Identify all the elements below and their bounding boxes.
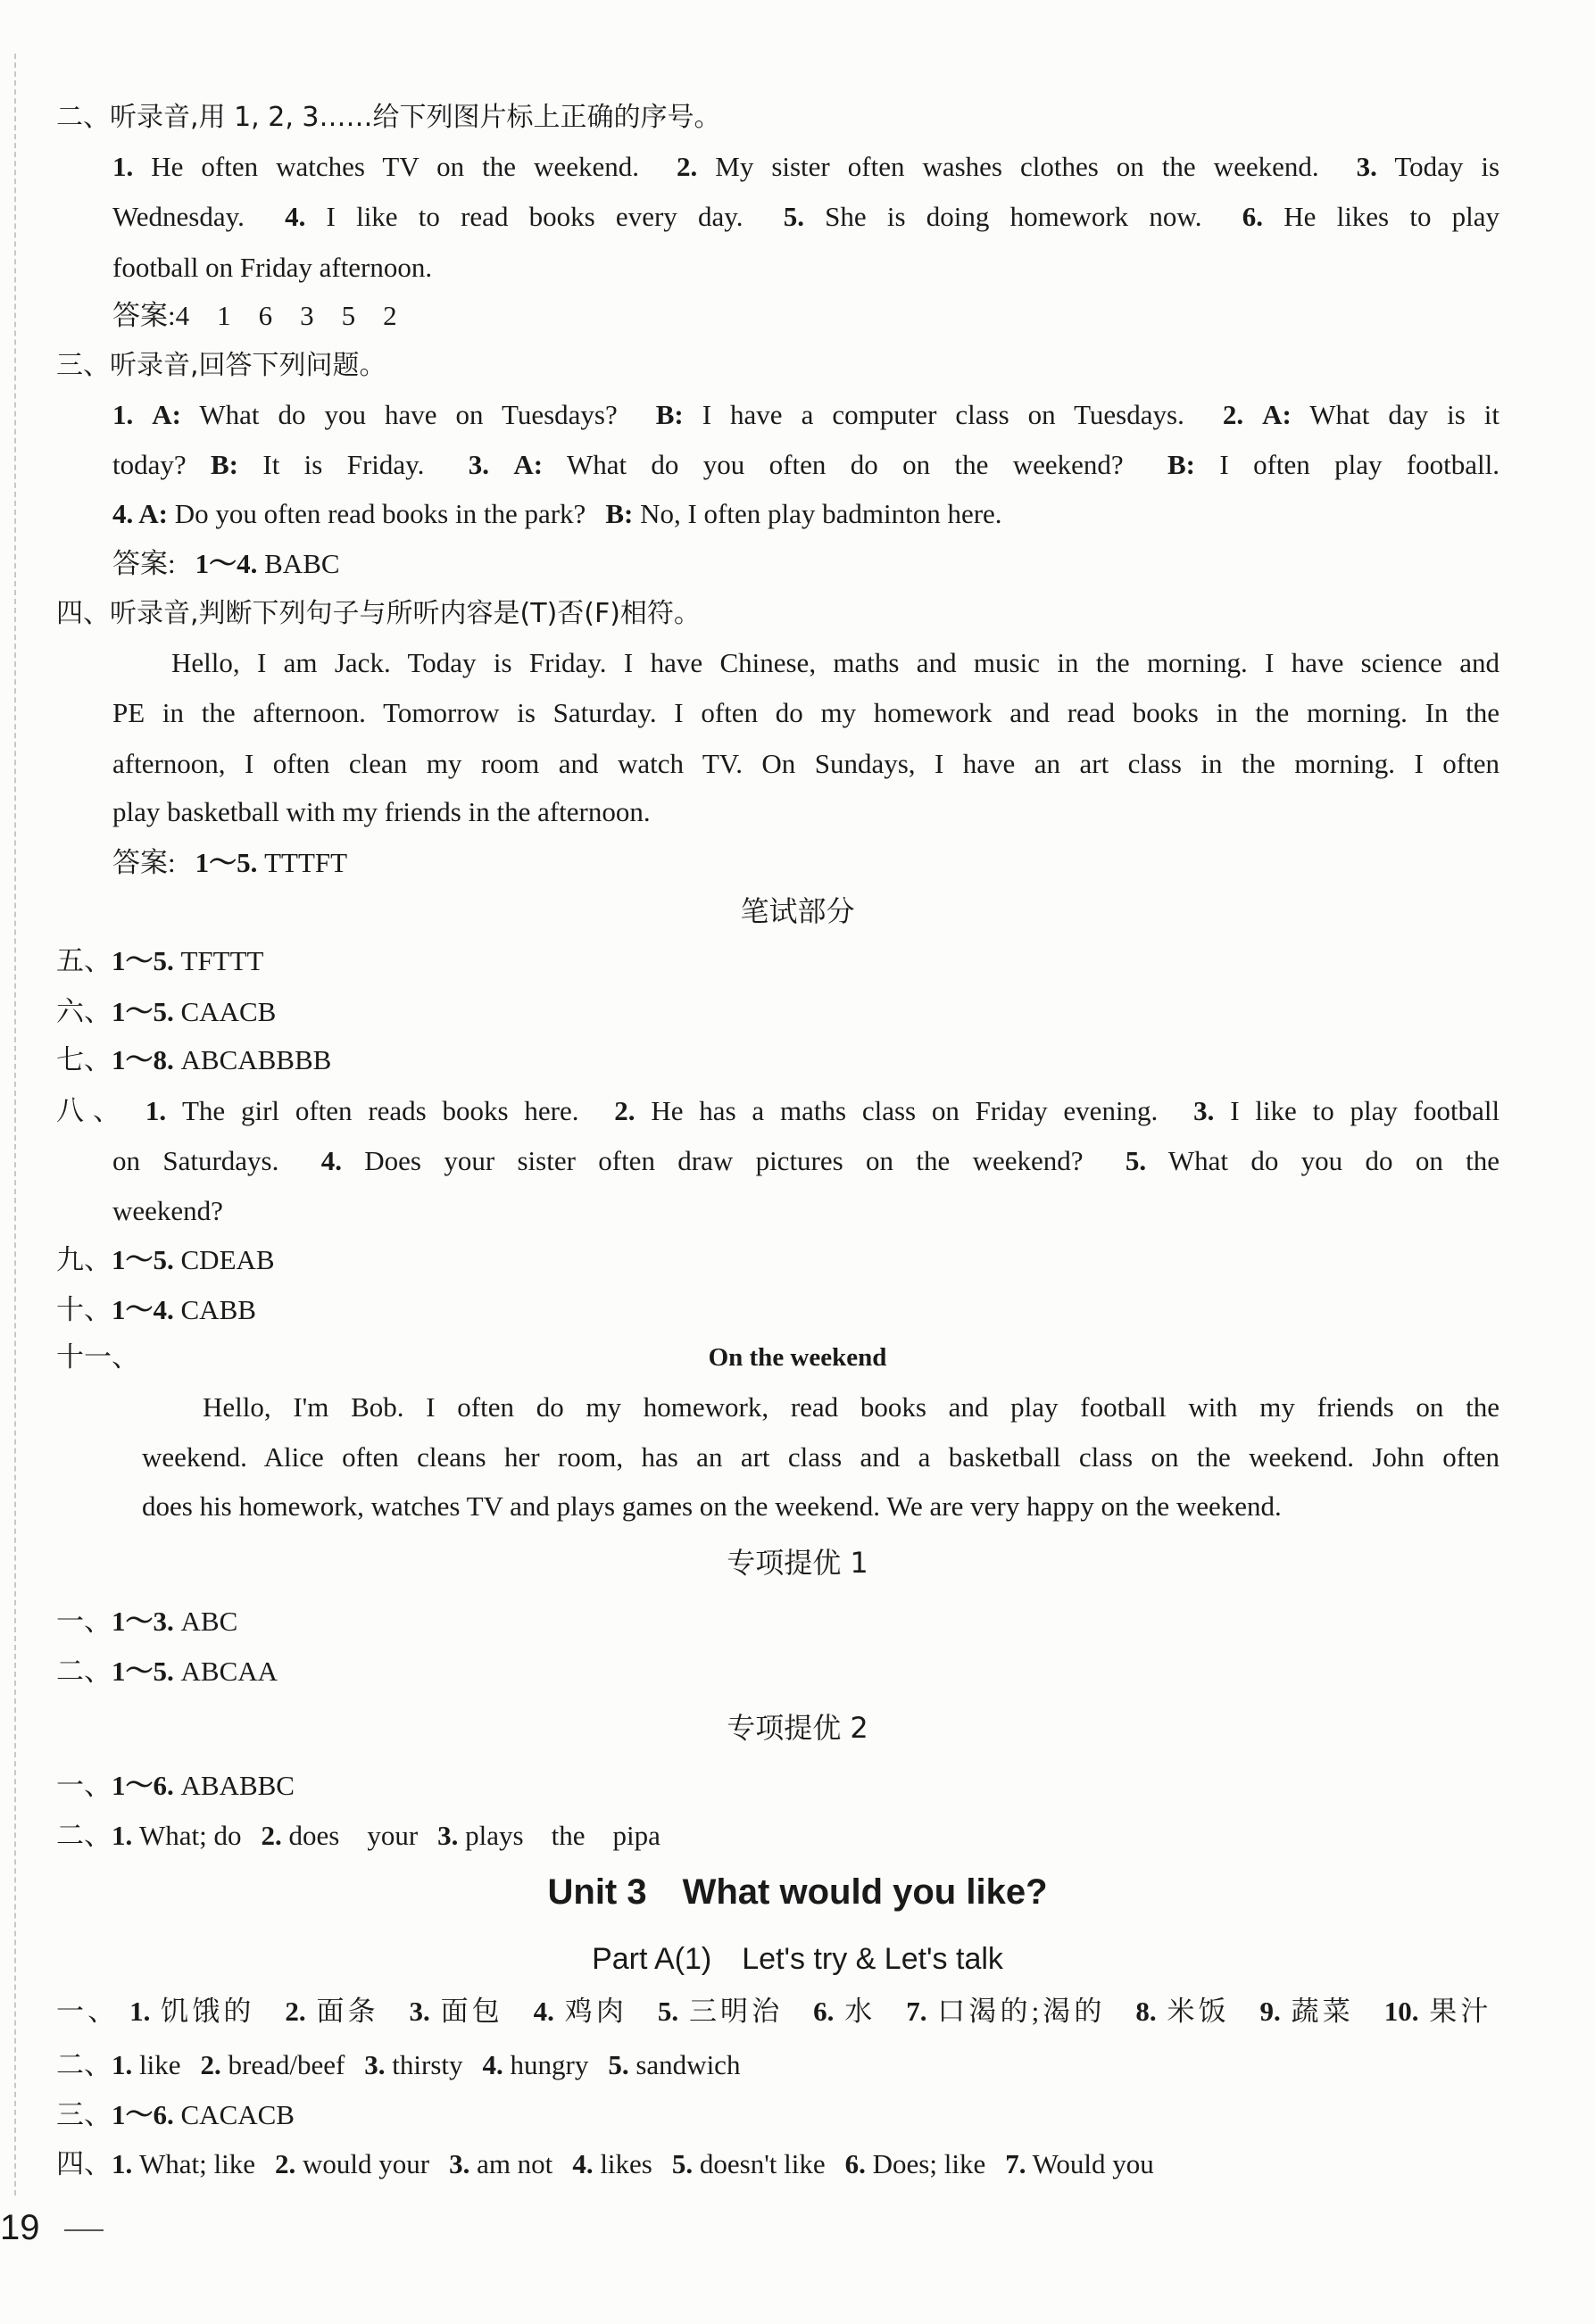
text-line <box>112 243 1499 293</box>
line-text: like <box>132 2049 181 2080</box>
line-text: 面条 <box>316 1996 379 2027</box>
line-text: 四、 <box>56 2148 112 2179</box>
item-number: A: <box>133 498 168 529</box>
line-text: PE in the afternoon. Tomorrow is Saturday. I often do my homework and read books in the morning. In the <box>112 697 1499 728</box>
line-text: 八、 <box>56 1095 130 1126</box>
item-number: 6. <box>844 2148 866 2179</box>
item-number: 1～5. <box>112 945 174 976</box>
item-number: B: <box>655 399 684 430</box>
line-text: 专项提优 2 <box>727 1711 868 1745</box>
part-line <box>0 1934 1595 1984</box>
line-text: 二、 <box>56 1820 112 1851</box>
item-number: 3. <box>437 1820 459 1851</box>
item-number: 5. <box>657 1996 679 2027</box>
line-text: ABCAA <box>173 1656 278 1687</box>
answer-line <box>56 1761 1499 1811</box>
item-number: 1. <box>112 1820 133 1851</box>
line-text: 口渴的;渴的 <box>937 1996 1106 2027</box>
text-line <box>112 390 1499 440</box>
text-line <box>56 1086 1499 1136</box>
item-number: 1～6. <box>112 1770 174 1801</box>
line-text: Do you often read books in the park? <box>168 498 586 529</box>
item-number: A: <box>152 399 181 430</box>
line-text: 一、 <box>56 1996 120 2027</box>
line-text: It is Friday. <box>262 449 425 480</box>
heading-line <box>56 341 1499 391</box>
line-text: 米饭 <box>1167 1996 1230 2027</box>
line-text: CACACB <box>173 2099 295 2130</box>
item-number: 2. <box>614 1095 636 1126</box>
text-line <box>203 1382 1499 1432</box>
line-text: am not <box>469 2148 553 2179</box>
item-number: 1. <box>145 1095 167 1126</box>
item-number: 1～5. <box>112 1656 174 1687</box>
line-text: football on Friday afternoon. <box>112 252 433 283</box>
answer-line <box>56 936 1499 986</box>
line-text: Does your sister often draw pictures on the weekend? <box>364 1145 1084 1176</box>
line-text: Wednesday. <box>112 201 245 232</box>
line-text: ABC <box>173 1606 238 1637</box>
text-line <box>112 787 1499 837</box>
answer-line <box>56 1647 1499 1697</box>
answer-line <box>56 987 1499 1037</box>
section-line <box>0 1538 1595 1588</box>
item-number: 2. <box>676 151 698 182</box>
item-number: 1～5. <box>112 1244 174 1275</box>
line-text: CABB <box>173 1294 256 1325</box>
item-number: 6. <box>1242 201 1263 232</box>
item-number: 3. <box>1356 151 1377 182</box>
text-line <box>142 1432 1499 1482</box>
item-number: 4. <box>285 201 306 232</box>
item-number: 1. <box>112 2049 133 2080</box>
line-text: What do you often do on the weekend? <box>566 449 1124 480</box>
item-number: 1～5. <box>195 847 258 878</box>
answer-line <box>56 1035 1499 1085</box>
line-text: Unit 3 What would you like? <box>547 1872 1048 1912</box>
text-line <box>112 192 1499 242</box>
line-text: I like to read books every day. <box>326 201 744 232</box>
item-number: 4. <box>482 2049 503 2080</box>
heading-line <box>56 93 1499 143</box>
item-number: 3. <box>449 2148 470 2179</box>
item-number: A: <box>513 449 544 480</box>
line-text: He has a maths class on Friday evening. <box>651 1095 1159 1126</box>
item-number: 1. <box>112 151 134 182</box>
line-text: plays the pipa <box>458 1820 660 1851</box>
line-text: afternoon, I often clean my room and watch TV. On Sundays, I have an art class in the morning. I often <box>112 748 1499 779</box>
answer-line <box>56 1597 1499 1647</box>
item-number: 3. <box>409 1996 430 2027</box>
item-number: 1～4. <box>195 548 258 579</box>
line-text: 五、 <box>56 945 112 976</box>
line-text: Hello, I'm Bob. I often do my homework, read books and play football with my friends on the <box>203 1391 1499 1423</box>
item-number: 5. <box>1125 1145 1147 1176</box>
line-text: on Saturdays. <box>112 1145 279 1176</box>
item-number: 2. <box>285 1996 306 2027</box>
item-number: 10. <box>1383 1996 1419 2027</box>
line-text: What do you have on Tuesdays? <box>199 399 618 430</box>
item-number: 9. <box>1259 1996 1281 2027</box>
line-text: would your <box>295 2148 430 2179</box>
item-number: 4. <box>572 2148 594 2179</box>
line-text: On the weekend <box>708 1343 887 1372</box>
line-text: 鸡肉 <box>564 1996 627 2027</box>
text-line <box>112 688 1499 738</box>
line-text: He likes to play <box>1283 201 1499 232</box>
line-text: What; like <box>132 2148 255 2179</box>
item-number: 1. <box>112 399 134 430</box>
answer-line <box>56 1811 1499 1861</box>
line-text: 一、 <box>56 1770 112 1801</box>
item-number: 4. <box>320 1145 342 1176</box>
line-text: 二、听录音,用 1, 2, 3……给下列图片标上正确的序号。 <box>56 102 721 133</box>
line-text: 四、听录音,判断下列句子与所听内容是(T)否(F)相符。 <box>56 598 701 629</box>
item-number: 1～8. <box>112 1044 174 1075</box>
line-text: Today is <box>1394 151 1499 182</box>
line-text: 面包 <box>440 1996 503 2027</box>
answer-line <box>112 838 1499 888</box>
line-text: She is doing homework now. <box>825 201 1202 232</box>
line-text: ABCABBBB <box>173 1044 332 1075</box>
line-text: hungry <box>503 2049 589 2080</box>
line-text: 二、 <box>56 2049 112 2080</box>
heading-line <box>56 589 1499 639</box>
item-number: 7. <box>906 1996 927 2027</box>
line-text: bread/beef <box>220 2049 345 2080</box>
line-text: 六、 <box>56 996 112 1027</box>
line-text: 三、听录音,回答下列问题。 <box>56 350 386 381</box>
line-text: does your <box>281 1820 419 1851</box>
answer-line <box>56 1235 1499 1285</box>
item-number: 1～5. <box>112 996 174 1027</box>
item-number: 4. <box>112 498 134 529</box>
line-text: sandwich <box>628 2049 741 2080</box>
line-text: 水 <box>844 1996 876 2027</box>
line-text: I like to play football <box>1230 1095 1499 1126</box>
line-text: CDEAB <box>173 1244 275 1275</box>
item-number: 1～3. <box>112 1606 174 1637</box>
answer-line <box>112 539 1499 589</box>
answer-line <box>56 2139 1499 2189</box>
item-number: 1. <box>129 1996 151 2027</box>
item-number: A: <box>1262 399 1292 430</box>
title-line <box>0 1332 1595 1382</box>
text-line <box>171 638 1499 688</box>
text-line <box>112 739 1499 789</box>
text-line <box>112 440 1499 490</box>
line-text: Part A(1) Let's try & Let's talk <box>592 1942 1003 1976</box>
item-number: 3. <box>468 449 490 480</box>
item-number: 2. <box>261 1820 282 1851</box>
line-text: ABABBC <box>173 1770 295 1801</box>
answer-line <box>56 1987 1488 2037</box>
line-text: 专项提优 1 <box>727 1546 868 1580</box>
text-line <box>112 489 1499 539</box>
text-line <box>112 1136 1499 1186</box>
line-text: I have a computer class on Tuesdays. <box>702 399 1184 430</box>
item-number: B: <box>211 449 238 480</box>
line-text: What do you do on the <box>1167 1145 1499 1176</box>
answer-line <box>112 291 1499 341</box>
item-number: 1. <box>112 2148 133 2179</box>
answer-line <box>56 2040 1499 2090</box>
line-text: 七、 <box>56 1044 112 1075</box>
item-number: 7. <box>1005 2148 1026 2179</box>
line-text: does his homework, watches TV and plays games on the weekend. We are very happy on the weekend. <box>142 1490 1282 1522</box>
item-number: B: <box>605 498 634 529</box>
line-text: 九、 <box>56 1244 112 1275</box>
text-line <box>112 1186 1499 1236</box>
item-number: 5. <box>783 201 804 232</box>
item-number: 8. <box>1135 1996 1157 2027</box>
line-text: TFTTT <box>173 945 264 976</box>
page-number-dash <box>64 2229 104 2231</box>
text-line <box>142 1482 1499 1531</box>
line-text: doesn't like <box>693 2148 826 2179</box>
answer-line <box>56 1285 1499 1335</box>
item-number: 2. <box>200 2049 221 2080</box>
line-text: What; do <box>132 1820 242 1851</box>
text-line <box>112 142 1499 192</box>
line-text: CAACB <box>173 996 277 1027</box>
item-number: 2. <box>274 2148 296 2179</box>
line-text: weekend? <box>112 1195 223 1226</box>
item-number: B: <box>1167 449 1195 480</box>
line-text: He often watches TV on the weekend. <box>151 151 639 182</box>
line-text: 笔试部分 <box>740 894 855 928</box>
line-text: 答案: <box>112 847 176 878</box>
line-text: Does; like <box>865 2148 986 2179</box>
item-number: 6. <box>813 1996 835 2027</box>
line-text: weekend. Alice often cleans her room, has an art class and a basketball class on the weekend. John often <box>142 1441 1499 1473</box>
line-text: play basketball with my friends in the afternoon. <box>112 796 651 827</box>
item-number: 1～6. <box>112 2099 174 2130</box>
item-number: 3. <box>364 2049 386 2080</box>
unit-line <box>0 1867 1595 1917</box>
line-text: 饥饿的 <box>161 1996 255 2027</box>
line-text: TTTFT <box>257 847 348 878</box>
line-text: No, I often play badminton here. <box>633 498 1002 529</box>
line-text: The girl often reads books here. <box>181 1095 579 1126</box>
page-number: 19 <box>0 2208 40 2247</box>
section-line <box>0 1703 1595 1753</box>
line-text: 答案:4 1 6 3 5 2 <box>112 300 397 331</box>
line-text: today? <box>112 449 211 480</box>
line-text: 果汁 <box>1429 1996 1488 2027</box>
line-text: BABC <box>257 548 340 579</box>
line-text: 一、 <box>56 1606 112 1637</box>
item-number: 1～4. <box>112 1294 174 1325</box>
item-number: 3. <box>1193 1095 1215 1126</box>
line-text: Would you <box>1026 2148 1154 2179</box>
line-text: What day is it <box>1309 399 1499 430</box>
line-text: likes <box>593 2148 652 2179</box>
line-text: My sister often washes clothes on the weekend. <box>715 151 1319 182</box>
item-number: 4. <box>533 1996 554 2027</box>
line-text: 答案: <box>112 548 176 579</box>
line-text: 三明治 <box>688 1996 784 2027</box>
item-number: 2. <box>1222 399 1244 430</box>
section-line <box>0 886 1595 936</box>
answer-line <box>56 2090 1434 2140</box>
line-text: 三、 <box>56 2099 112 2130</box>
line-text: I often play football. <box>1219 449 1499 480</box>
line-text: 二、 <box>56 1656 112 1687</box>
line-text: 十一、 <box>56 1341 139 1373</box>
line-text: Hello, I am Jack. Today is Friday. I have Chinese, maths and music in the morning. I have science and <box>171 647 1499 678</box>
item-number: 5. <box>671 2148 694 2179</box>
line-text: 蔬菜 <box>1291 1996 1354 2027</box>
item-number: 5. <box>608 2049 629 2080</box>
line-text: thirsty <box>385 2049 463 2080</box>
line-text: 十、 <box>56 1294 112 1325</box>
